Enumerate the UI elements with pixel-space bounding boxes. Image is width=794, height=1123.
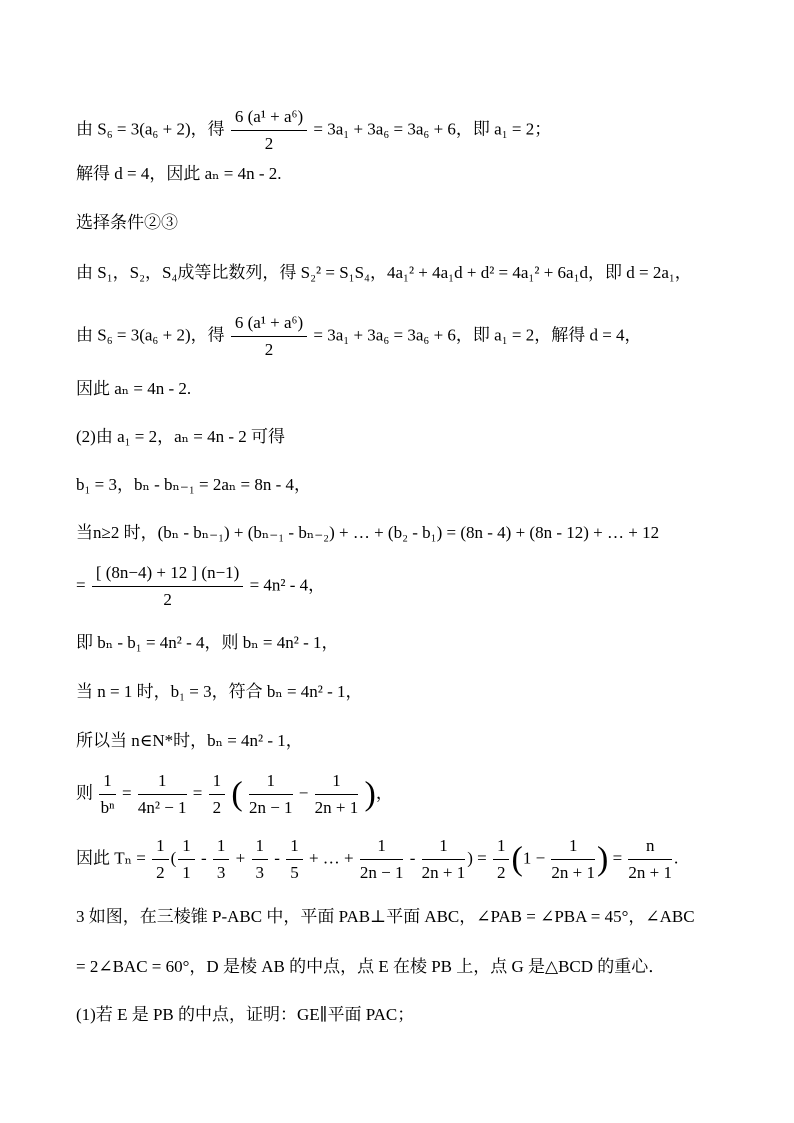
solution-line-13: 所以当 n∈N*时，bₙ = 4n² - 1，: [76, 731, 303, 750]
fraction: $\frac{\text{6 (a¹ + a⁶)}}{2}$: [231, 312, 307, 361]
fraction: $\frac{1}{2n + 1}$: [314, 771, 359, 817]
solution-line-3: 选择条件②③: [76, 213, 178, 232]
solution-line-2: 解得 d = 4，因此 aₙ = 4n - 2.: [76, 164, 282, 183]
solution-line-1: 由 S₆ = 3(a₆ + 2)，得 $\frac{\text{6 (a¹ + a⁶)}}{2}$ = 3a₁ + 3a₆ = 3a₆ + 6，即 a₁ = 2；: [76, 107, 552, 153]
solution-line-9: 当n≥2 时，(bₙ - bₙ₋₁) + (bₙ₋₁ - bₙ₋₂) + … + (b₂ - b₁) = (8n - 4) + (8n - 12) + … + 12: [76, 523, 660, 542]
solution-line-14: 则 $\frac{1}{\text{bⁿ}}$ = $\frac{1}{\text{4n² − 1}}$ = $\frac{1}{2}$ ( $\frac{1}{2n - 1}$ − $\frac{1}{2n + 1}$ )，: [76, 771, 393, 817]
solution-line-4: 由 S₁，S₂，S₄成等比数列，得 S₂² = S₁S₄，4a₁² + 4a₁d + d² = 4a₁² + 6a₁d，即 d = 2a₁，: [76, 263, 692, 282]
fraction: $\frac{1}{\text{4n² − 1}}$: [137, 771, 187, 817]
solution-line-12: 当 n = 1 时，b₁ = 3，符合 bₙ = 4n² - 1，: [76, 682, 363, 701]
fraction: $\frac{\text{6 (a¹ + a⁶)}}{2}$: [231, 106, 307, 155]
solution-line-8: b₁ = 3，bₙ - bₙ₋₁ = 2aₙ = 8n - 4，: [76, 475, 312, 494]
fraction: $\frac{[ (8n-4) + 12 ] (n-1)}{2}$: [92, 562, 243, 611]
solution-line-10: = $\frac{[ (8n-4) + 12 ] (n-1)}{2}$ = 4n² - 4，: [76, 563, 326, 609]
solution-line-15: 因此 Tₙ = $\frac{1}{2}$ ( $\frac{1}{1}$ - $\frac{1}{3}$ + $\frac{1}{3}$ - $\frac{1}{5}$ + … + $\frac{1}{2n - 1}$ - $\frac{1}{2n + 1}$ ) = $\frac{1}{2}$ (1 − $\frac{1}{2n + 1}$ ) = $\frac{n}{2n + 1}$ .: [76, 836, 679, 882]
fraction: $\frac{1}{2}$: [209, 770, 226, 819]
solution-line-11: 即 bₙ - b₁ = 4n² - 4，则 bₙ = 4n² - 1，: [76, 633, 339, 652]
problem-3-line-2: = 2∠BAC = 60°，D 是棱 AB 的中点，点 E 在棱 PB 上，点 G 是△BCD 的重心．: [76, 957, 666, 976]
solution-line-6: 因此 aₙ = 4n - 2.: [76, 379, 192, 398]
fraction: $\frac{1}{2n - 1}$: [248, 771, 293, 817]
problem-3-line-3: (1)若 E 是 PB 的中点，证明：GE∥平面 PAC；: [76, 1005, 415, 1024]
solution-line-5: 由 S₆ = 3(a₆ + 2)，得 $\frac{\text{6 (a¹ + a⁶)}}{2}$ = 3a₁ + 3a₆ = 3a₆ + 6，即 a₁ = 2，解得 d = 4，: [76, 313, 642, 359]
solution-line-7: (2)由 a₁ = 2，aₙ = 4n - 2 可得: [76, 427, 286, 446]
problem-3-line-1: 3 如图，在三棱锥 P-ABC 中，平面 PAB⊥平面 ABC，∠PAB = ∠PBA = 45°，∠ABC: [76, 907, 695, 926]
fraction: $\frac{1}{\text{bⁿ}}$: [100, 771, 115, 817]
